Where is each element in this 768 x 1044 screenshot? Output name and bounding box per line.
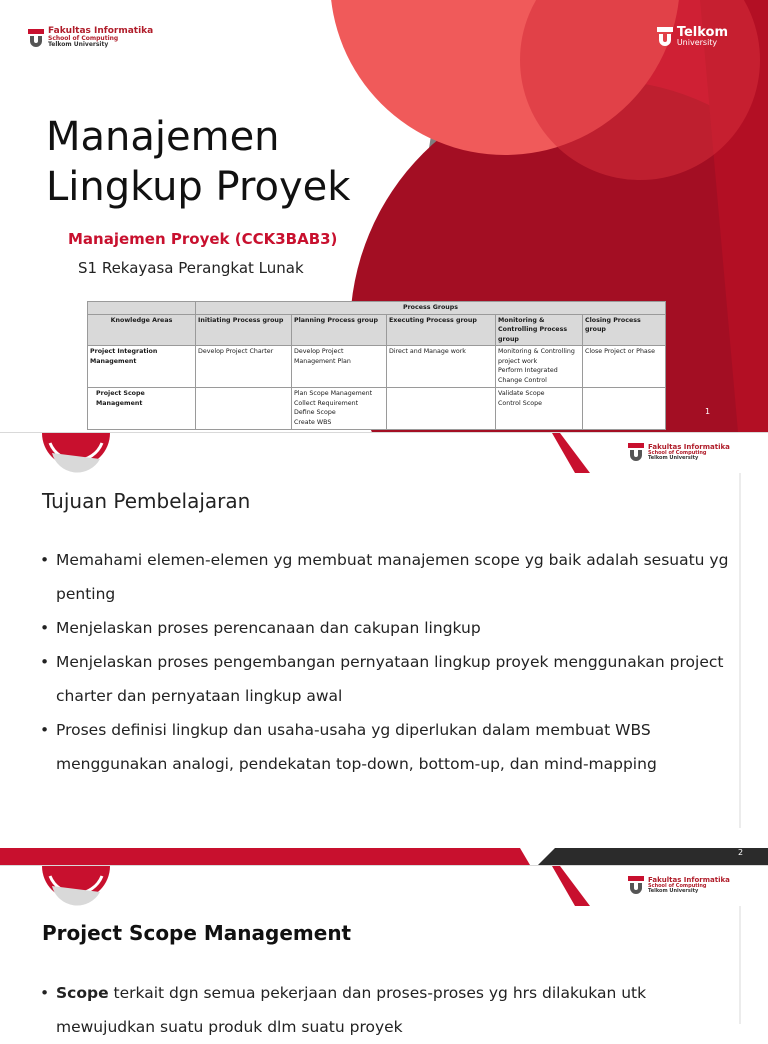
- logo-line2: School of Computing: [648, 449, 707, 456]
- logo-line3: Telkom University: [648, 454, 699, 461]
- list-item: • Proses definisi lingkup dan usaha-usaha yg diperlukan dalam membuat WBS menggunakan analogi, pendekatan top-down, bottom-up, dan mind-mapping: [40, 713, 740, 781]
- slide-title: [0, 0, 768, 432]
- telkom-t-icon: [628, 443, 644, 461]
- scope-term: Scope: [56, 984, 109, 1002]
- fakultas-logo: [628, 443, 730, 461]
- telkom-t-icon: [628, 876, 644, 894]
- title-line2: Lingkup Proyek: [46, 164, 351, 210]
- slide2-title: Tujuan Pembelajaran: [42, 489, 251, 513]
- cell-line: Plan Scope Management: [294, 390, 373, 397]
- table-cell: [387, 388, 496, 430]
- slide-scope-management: [0, 866, 768, 1036]
- table-corner: [88, 302, 196, 315]
- telkom-logo-line1: Telkom: [676, 25, 728, 40]
- table-cell: [496, 346, 583, 388]
- column-header: Closing Process group: [583, 314, 666, 346]
- cell-line: Create WBS: [294, 418, 332, 426]
- slide1-title: [46, 112, 350, 212]
- logo-line1: Fakultas Informatika: [648, 875, 730, 884]
- table-cell: Direct and Manage work: [387, 346, 496, 388]
- table-row: [88, 346, 666, 388]
- table-cell: Project Scope Management: [88, 388, 196, 430]
- fakultas-logo: [628, 876, 730, 894]
- page-number: 2: [738, 848, 744, 857]
- list-item: • Menjelaskan proses perencanaan dan cakupan lingkup: [40, 611, 740, 645]
- table-cell: [292, 388, 387, 430]
- column-header: Planning Process group: [292, 314, 387, 346]
- course-subtitle: Manajemen Proyek (CCK3BAB3): [68, 230, 338, 248]
- logo-line3: Telkom University: [648, 887, 699, 894]
- process-groups-header: Process Groups: [196, 302, 666, 315]
- logo-line2: School of Computing: [48, 35, 119, 42]
- table-cell: Develop Project Management Plan: [292, 346, 387, 388]
- list-item: [40, 976, 740, 1044]
- logo-line1: Fakultas Informatika: [48, 26, 154, 36]
- table-row: [88, 388, 666, 430]
- process-groups-table: [87, 301, 666, 430]
- objectives-list: [40, 543, 740, 781]
- list-item: • Menjelaskan proses pengembangan pernyataan lingkup proyek menggunakan project charter dan pernyataan lingkup awal: [40, 645, 740, 713]
- program-name: S1 Rekayasa Perangkat Lunak: [78, 259, 304, 277]
- list-item: • Memahami elemen-elemen yg membuat manajemen scope yg baik adalah sesuatu yg penting: [40, 543, 740, 611]
- slide3-title: Project Scope Management: [42, 921, 352, 945]
- cell-line: Define Scope: [294, 409, 336, 416]
- telkom-t-icon: [28, 29, 44, 47]
- table-cell: [496, 388, 583, 430]
- page-number: 1: [705, 407, 711, 416]
- table-cell: Project Integration Management: [88, 346, 196, 388]
- column-header: Initiating Process group: [196, 314, 292, 346]
- slide-objectives: [0, 433, 768, 865]
- table-cell: [583, 388, 666, 430]
- logo-line3: Telkom University: [48, 41, 109, 48]
- telkom-logo-line2: University: [676, 38, 718, 47]
- logo-line1: Fakultas Informatika: [648, 442, 730, 451]
- table-cell: [196, 388, 292, 430]
- telkom-t-icon: [657, 27, 673, 47]
- cell-line: Validate Scope: [498, 390, 545, 397]
- column-header: Executing Process group: [387, 314, 496, 346]
- fakultas-logo: [28, 27, 153, 48]
- table-cell: Develop Project Charter: [196, 346, 292, 388]
- cell-line: Monitoring & Controlling project work: [498, 348, 575, 365]
- title-line1: Manajemen: [46, 114, 280, 160]
- column-header: Monitoring & Controlling Process group: [496, 314, 583, 346]
- cell-line: Control Scope: [498, 399, 542, 407]
- logo-line2: School of Computing: [648, 882, 707, 889]
- cell-line: Collect Requirement: [294, 399, 359, 407]
- cell-line: Perform Integrated Change Control: [498, 367, 558, 384]
- table-cell: Close Project or Phase: [583, 346, 666, 388]
- scope-definition: terkait dgn semua pekerjaan dan proses-proses yg hrs dilakukan utk mewujudkan suatu produk dlm suatu proyek: [56, 984, 647, 1036]
- column-header: Knowledge Areas: [88, 314, 196, 346]
- scope-list: [40, 976, 740, 1044]
- telkom-university-logo: [657, 26, 728, 47]
